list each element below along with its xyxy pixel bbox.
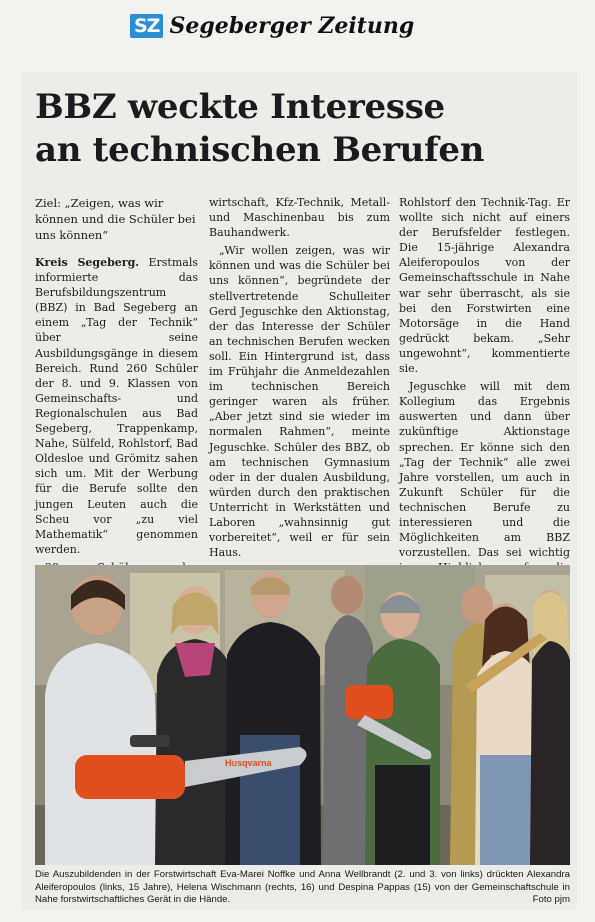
- photo-credit: Foto pjm: [532, 894, 570, 905]
- caption-text: Die Auszubildenden in der Forstwirtschaft Eva-Marei Noffke und Anna Wellbrandt (2. und 3. von links) drückten Alexandra Aleiferopoulos (links, 15 Jahre), Helena Wischmann (rechts, 16) und Despina Pappas (15) von der Gemeinschaftschule in Nahe forstwirtschaftliches Gerät in die Hände.: [35, 869, 570, 905]
- article-photo: [35, 565, 570, 865]
- masthead: [130, 8, 414, 44]
- dateline: Kreis Segeberg.: [35, 256, 140, 269]
- paragraph: Jeguschke will mit dem Kollegium das Ergebnis auswerten und dann über zukünftige Aktionstage sprechen. Er könne sich den „Tag der Technik“ alle zwei Jahre vorstellen, um auch in Zukunft Schüler für die technischen Berufe zu interessieren und die Möglichkeiten am BBZ vorzustellen. Das sei wichtig: [399, 380, 570, 560]
- paragraph: Rohlstorf den Technik-Tag. Er wollte sich nicht auf einers der Berufsfelder festlegen. Die 15-jährige Alexandra Aleiferopoulos von der Gemeinschaftsschule in Nahe war sehr überrascht, als sie bei den Forstwirten eine Motorsäge in die Hand gedrückt bekam. „Sehr ungewohnt“, kommentierte sie.: [399, 196, 570, 376]
- newspaper-name: Segeberger Zeitung: [169, 13, 415, 39]
- headline-line-2: an technischen Berufen: [35, 130, 485, 170]
- article-headline: [35, 86, 555, 172]
- paragraph: wirtschaft, Kfz-Technik, Metall- und Maschinenbau bis zum Bauhandwerk.: [209, 196, 390, 240]
- headline-line-1: BBZ weckte Interesse: [35, 87, 445, 127]
- article-subhead: Ziel: „Zeigen, was wir können und die Schüler bei uns können“: [35, 196, 196, 242]
- lead-text: Erstmals informierte das Berufsbildungszentrum (BBZ) in Bad Segeberg an einem „Tag der Technik“ über seine Ausbildungsgänge in diesem Bereich. Rund 260 Schüler der 8. und 9. Klassen von Gemeinschafts- und Regionalschulen aus Bad Segeberg, Trappenkamp, Nahe, Sülfeld, Rohlstorf, Bad Oldesloe und Grömitz sahen sich um. Mit der Werbung für die Berufe sollte den jungen Leuten auch die Scheu vor „zu viel Mathematik“ genommen werden.: [35, 256, 198, 556]
- article-column-2: [209, 195, 390, 596]
- paragraph: „Wir wollen zeigen, was wir können und was die Schüler bei uns können“, begründete der stellvertretende Schulleiter Gerd Jeguschke den Aktionstag, der das Interesse der Schüler an technischen Berufen wecken soll. Ein Hintergrund ist, dass im Frühjahr die Anmeldezahlen im technischen Bereich geringer waren als früher. „Aber jetzt sind sie wieder im normalen Rahmen“, meinte Jeguschke. Schüler des BBZ, ob am technischen Gymnasium oder in der dualen Ausbildung, würden durch den praktischen Unterricht in Werkstätten und Laboren „wahnsinnig gut vorbereitet“, weil er für sein Haus.: [209, 244, 390, 560]
- photo-caption: [35, 869, 570, 907]
- photo-illustration: [35, 565, 570, 865]
- newspaper-logo: SZ: [130, 14, 163, 38]
- lead-paragraph: [35, 255, 198, 557]
- saw-brand-label: Husqvarna: [225, 758, 272, 768]
